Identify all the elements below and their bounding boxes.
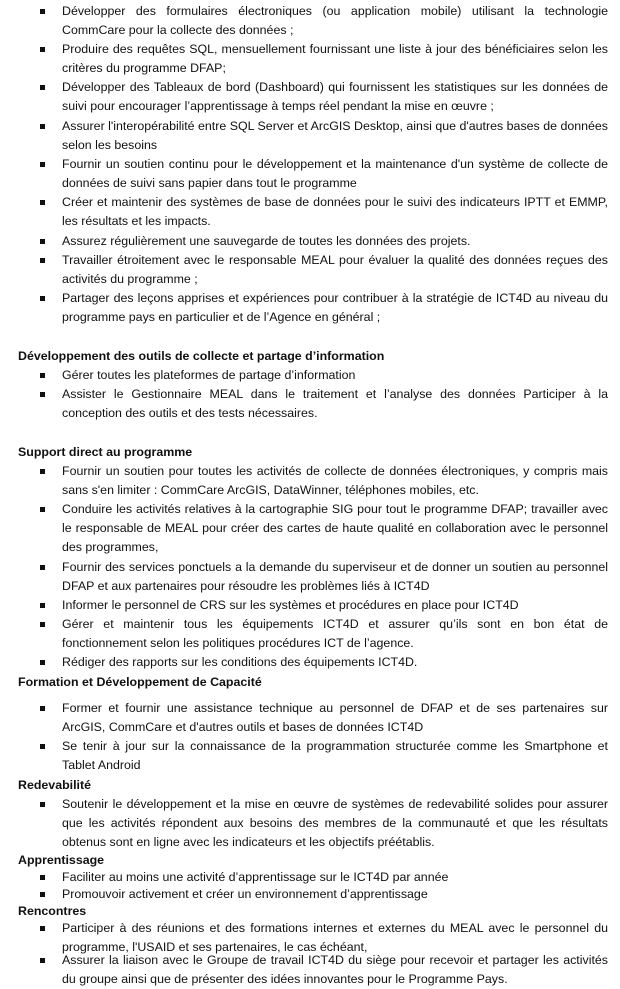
bullet-icon [40, 875, 45, 880]
list-item-text: Participer à des réunions et des formations internes et externes du MEAL avec le personnel du programme, l'USAID et ses partenaires, le cas échéant, [62, 921, 608, 954]
bullet-icon [40, 507, 45, 512]
list-item-text: Rédiger des rapports sur les conditions des équipements ICT4D. [62, 655, 418, 669]
section-heading: Formation et Développement de Capacité [18, 675, 262, 689]
list-item-text: Développer des Tableaux de bord (Dashboard) qui fournissent les statistiques sur les données de suivi pour encourager l’apprentissage à temps réel pendant la mise en œuvre ; [62, 80, 608, 113]
list-item-text: Soutenir le développement et la mise en œuvre de systèmes de redevabilité solides pour assurer que les activités répondent aux besoins des membres de la communauté et que les résultats obtenus sont en ligne avec les indicateurs et les objectifs préétablis. [62, 797, 608, 849]
list-item-text: Faciliter au moins une activité d’apprentissage sur le ICT4D par année [62, 870, 449, 884]
list-item-text: Assurer la liaison avec le Groupe de travail ICT4D du siège pour recevoir et partager les activités du groupe ainsi que de présenter des idées innovantes pour le Programme Pays. [62, 953, 608, 986]
bullet-icon [40, 622, 45, 627]
list-item-text: Partager des leçons apprises et expériences pour contribuer à la stratégie de ICT4D au niveau du programme pays en particulier et de l’Agence en général ; [62, 291, 608, 324]
list-item-text: Conduire les activités relatives à la cartographie SIG pour tout le programme DFAP; travailler avec le responsable de MEAL pour créer des cartes de haute qualité en collaboration avec le personnel des programmes, [62, 502, 608, 554]
bullet-icon [40, 926, 45, 931]
list-item-text: Fournir des services ponctuels a la demande du superviseur et de donner un soutien au personnel DFAP et aux partenaires pour résoudre les problèmes liés à ICT4D [62, 560, 608, 593]
list-item-text: Former et fournir une assistance technique au personnel de DFAP et de ses partenaires sur ArcGIS, CommCare et d'autres outils et bases de données ICT4D [62, 701, 608, 734]
list-item-text: Assurer l'interopérabilité entre SQL Server et ArcGIS Desktop, ainsi que d'autres bases de données selon les besoins [62, 119, 608, 152]
section-heading: Développement des outils de collecte et partage d’information [18, 349, 385, 363]
list-item-text: Créer et maintenir des systèmes de base de données pour le suivi des indicateurs IPTT et EMMP, les résultats et les impacts. [62, 195, 608, 228]
section-heading: Support direct au programme [18, 445, 193, 459]
bullet-icon [40, 660, 45, 665]
section-heading: Rencontres [18, 904, 87, 918]
bullet-icon [40, 200, 45, 205]
bullet-icon [40, 239, 45, 244]
section-heading: Apprentissage [18, 853, 105, 867]
bullet-icon [40, 802, 45, 807]
bullet-icon [40, 296, 45, 301]
bullet-icon [40, 47, 45, 52]
bullet-icon [40, 469, 45, 474]
list-item-text: Gérer et maintenir tous les équipements ICT4D et assurer qu’ils sont en bon état de fonctionnement selon les politiques procédures ICT de l’agence. [62, 617, 608, 650]
bullet-icon [40, 162, 45, 167]
list-item-text: Se tenir à jour sur la connaissance de la programmation structurée comme les Smartphone et Tablet Android [62, 739, 608, 772]
bullet-icon [40, 744, 45, 749]
bullet-icon [40, 258, 45, 263]
list-item-text: Fournir un soutien pour toutes les activités de collecte de données électroniques, y compris mais sans s'en limiter : CommCare ArcGIS, DataWinner, téléphones mobiles, etc. [62, 464, 608, 497]
bullet-icon [40, 124, 45, 129]
bullet-icon [40, 9, 45, 14]
list-item-text: Assister le Gestionnaire MEAL dans le traitement et l’analyse des données Participer à la conception des outils et des tests nécessaires. [62, 387, 608, 420]
list-item-text: Assurez régulièrement une sauvegarde de toutes les données des projets. [62, 234, 471, 248]
list-item-text: Travailler étroitement avec le responsable MEAL pour évaluer la qualité des données reçues des activités du programme ; [62, 253, 608, 286]
bullet-icon [40, 373, 45, 378]
bullet-icon [40, 85, 45, 90]
bullet-icon [40, 603, 45, 608]
list-item-text: Gérer toutes les plateformes de partage d’information [62, 368, 356, 382]
list-item-text: Informer le personnel de CRS sur les systèmes et procédures en place pour ICT4D [62, 598, 519, 612]
list-item-text: Produire des requêtes SQL, mensuellement fournissant une liste à jour des bénéficiaires selon les critères du programme DFAP; [62, 42, 608, 75]
list-item-text: Fournir un soutien continu pour le développement et la maintenance d'un système de collecte de données de suivi sans papier dans tout le programme [62, 157, 608, 190]
list-item-text: Promouvoir activement et créer un environnement d’apprentissage [62, 887, 428, 901]
bullet-icon [40, 706, 45, 711]
bullet-icon [40, 892, 45, 897]
section-heading: Redevabilité [18, 778, 91, 792]
list-item-text: Développer des formulaires électroniques (ou application mobile) utilisant la technologie CommCare pour la collecte des données ; [62, 4, 608, 37]
bullet-icon [40, 565, 45, 570]
bullet-icon [40, 958, 45, 963]
bullet-icon [40, 392, 45, 397]
